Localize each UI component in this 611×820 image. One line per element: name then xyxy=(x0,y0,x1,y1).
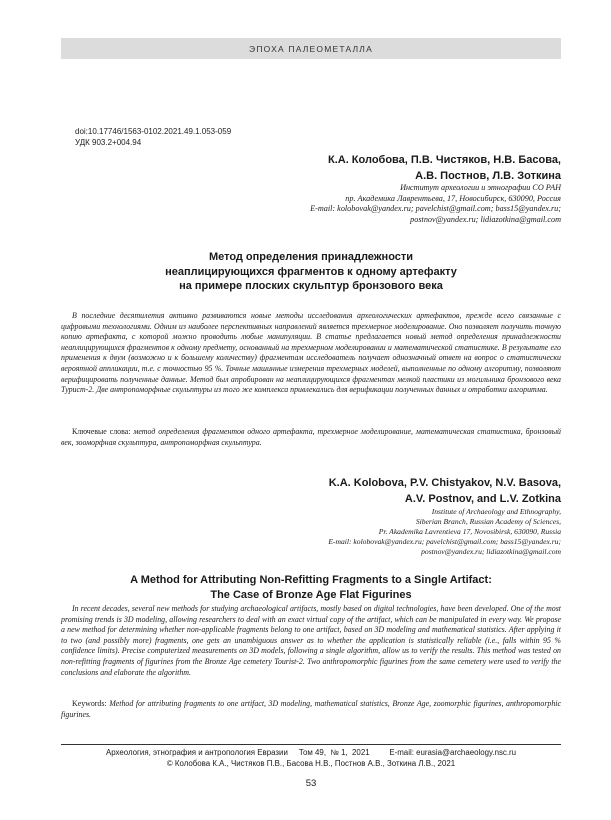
affiliation-en-line: Institute of Archaeology and Ethnography, xyxy=(431,507,561,516)
affiliation-en-line: Siberian Branch, Russian Academy of Sciences, xyxy=(415,516,561,526)
title-ru-line: Метод определения принадлежности xyxy=(208,251,414,263)
keywords-en xyxy=(61,699,561,720)
keywords-ru-text: метод определения фрагментов одного артефакта, трехмерное моделирование, математическая статистика, бронзовый век, зооморфная скульптура, антропоморфная скульптура. xyxy=(61,427,561,447)
section-header xyxy=(61,38,561,59)
authors-en-line: A.V. Postnov, and L.V. Zotkina xyxy=(404,493,561,505)
title-ru xyxy=(61,250,561,294)
footer-issue: № 1, xyxy=(330,748,348,757)
affiliation-en xyxy=(328,507,561,557)
page-number: 53 xyxy=(305,778,317,789)
title-en xyxy=(61,573,561,602)
authors-ru xyxy=(328,152,561,184)
affiliation-en-line: E-mail: kolobovak@yandex.ru; pavelchist@gmail.com; bass15@yandex.ru; xyxy=(328,536,561,546)
title-ru-line: на примере плоских скульптур бронзового века xyxy=(179,280,443,292)
footer-copyright: © Колобова К.А., Чистяков П.В., Басова Н.В., Постнов А.В., Зоткина Л.В., 2021 xyxy=(166,759,456,768)
authors-ru-line: К.А. Колобова, П.В. Чистяков, Н.В. Басова, xyxy=(327,154,561,166)
abstract-ru: В последние десятилетия активно развиваются новые методы исследования археологических артефактов, прежде всего связанные с цифровыми технологиями. Одним из наиболее перспективных направлений является трехмерное моделирование. Оно позволяет получить точную копию артефакта, с которой можно проводить любые манипуляции. В статье предлагается новый метод определения принадлежности неаплицирующихся фрагментов к одному предмету, основанный на трехмерном моделировании и математической статистике. В результате его применения к двум (возможно и к большему количеству) фрагментам исследователь получает однозначный ответ на вопрос о статистически вероятной аппликации, т.е. с точностью 95 %. Точные машинные измерения трехмерных моделей, выполненные по одному алгоритму, позволяют верифицировать полученные данные. Метод был апробирован на неаплицирующихся фрагментах мелкой пластики из могильника бронзового века Турист-2. Две антропоморфные скульптуры из того же комплекса привлекались для верификации полученных данных и отработки алгоритма. xyxy=(61,311,561,395)
abstract-en: In recent decades, several new methods for studying archaeological artifacts, mostly based on digital technologies, have been developed. One of the most promising trends is 3D modeling, allowing researchers to deal with an exact virtual copy of the artifact, which can be manipulated in every way. We propose a new method for determining whether non-applicable fragments belong to one artifact, based on 3D modeling and mathematical statistics. After applying it to two (and possibly more) fragments, one gets an unambiguous answer as to whether the application is statistically reliable (i.e., falls within 95 % confidence limits). Precise computerized measurements on 3D models, following a single algorithm, allow us to verify the results. This method was tested on non-refitting fragments of figurines from the Bronze Age cemetery Tourist-2. Two anthropomorphic figurines from the same cemetery were used to verify the conclusions and elaborate the algorithm. xyxy=(61,604,561,677)
keywords-ru xyxy=(61,427,561,448)
title-en-line: A Method for Attributing Non-Refitting Fragments to a Single Artifact: xyxy=(130,574,492,586)
title-en-line: The Case of Bronze Age Flat Figurines xyxy=(210,588,412,601)
affiliation-ru-line: postnov@yandex.ru; lidiazotkina@gmail.com xyxy=(410,214,561,224)
affiliation-ru xyxy=(310,183,561,225)
keywords-en-label: Keywords: xyxy=(72,699,107,708)
affiliation-ru-line: Институт археологии и этнографии СО РАН xyxy=(400,183,561,192)
authors-ru-line: А.В. Постнов, Л.В. Зоткина xyxy=(415,170,561,182)
keywords-ru-label: Ключевые слова: xyxy=(72,427,131,436)
keywords-en-text: Method for attributing fragments to one artifact, 3D modeling, mathematical statistics, Bronze Age, zoomorphic figurines, anthropomorphic figurines. xyxy=(61,699,561,719)
footer-email: E-mail: eurasia@archaeology.nsc.ru xyxy=(389,748,517,757)
footer-journal-line xyxy=(61,747,561,758)
footer-divider xyxy=(61,744,561,745)
affiliation-ru-line: E-mail: kolobovak@yandex.ru; pavelchist@gmail.com; bass15@yandex.ru; xyxy=(310,204,561,214)
affiliation-ru-line: пр. Академика Лаврентьева, 17, Новосибирск, 630090, Россия xyxy=(345,193,561,203)
footer-year: 2021 xyxy=(352,748,370,757)
affiliation-en-line: postnov@yandex.ru; lidiazotkina@gmail.com xyxy=(421,546,561,556)
doi: doi:10.17746/1563-0102.2021.49.1.053-059 xyxy=(75,127,232,136)
affiliation-en-line: Pr. Akademika Lavrentieva 17, Novosibirsk, 630090, Russia xyxy=(378,526,561,536)
authors-en xyxy=(329,475,561,507)
udk: УДК 903.2+004.94 xyxy=(75,138,142,147)
footer-journal: Археология, этнография и антропология Евразии xyxy=(105,748,288,757)
title-ru-line: неаплицирующихся фрагментов к одному артефакту xyxy=(165,265,457,278)
section-title: ЭПОХА ПАЛЕОМЕТАЛЛА xyxy=(249,43,373,54)
footer-volume: Том 49, xyxy=(298,748,327,757)
authors-en-line: K.A. Kolobova, P.V. Chistyakov, N.V. Basova, xyxy=(328,477,561,489)
